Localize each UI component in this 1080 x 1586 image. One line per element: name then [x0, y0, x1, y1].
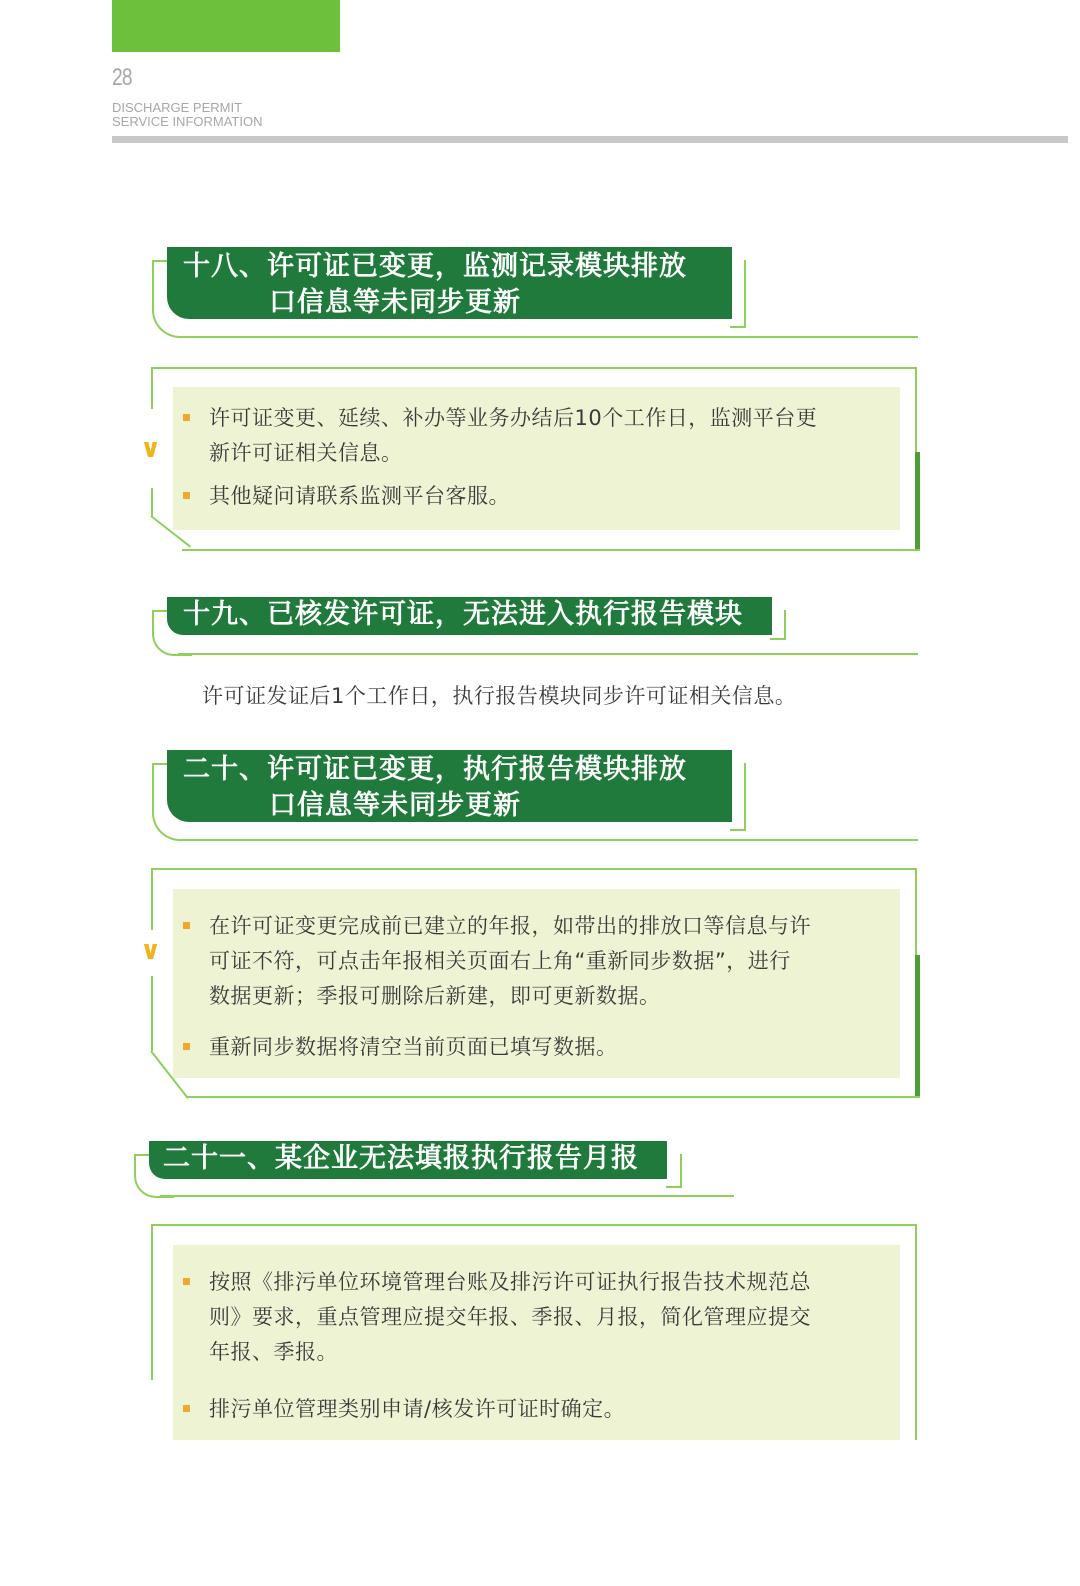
- list-item: 其他疑问请联系监测平台客服。: [173, 479, 882, 514]
- section-18-panel: [173, 387, 900, 530]
- section-18-panel-left-line-lower: [151, 488, 153, 516]
- section-18-panel-bottom: [182, 549, 920, 551]
- section-18-title-frame-right: [730, 260, 746, 328]
- section-20-underline: [180, 839, 918, 841]
- section-21-underline: [160, 1195, 734, 1197]
- section-19-title-frame-right: [770, 610, 786, 640]
- list-item: 重新同步数据将清空当前页面已填写数据。: [173, 1030, 882, 1065]
- chevron-down-icon: ∨: [140, 936, 162, 966]
- square-bullet-icon: [183, 922, 190, 929]
- section-20-title-frame-right: [730, 763, 746, 831]
- section-18-title: [167, 247, 732, 319]
- square-bullet-icon: [183, 414, 190, 421]
- section-20-panel-left-line: [151, 868, 153, 930]
- section-19-title-line1: 十九、已核发许可证，无法进入执行报告模块: [183, 599, 743, 630]
- section-20-title-line2: 口信息等未同步更新: [269, 790, 521, 821]
- list-item: 按照《排污单位环境管理台账及排污许可证执行报告技术规范总 则》要求，重点管理应提交年报、季报、月报，简化管理应提交 年报、季报。: [173, 1265, 882, 1370]
- section-18-panel-left-line: [151, 367, 153, 409]
- list-item: 许可证变更、延续、补办等业务办结后10个工作日，监测平台更 新许可证相关信息。: [173, 401, 882, 471]
- section-20-panel-accent: [915, 955, 920, 1098]
- section-18-underline: [180, 336, 918, 338]
- square-bullet-icon: [183, 1278, 190, 1285]
- list-item: 排污单位管理类别申请/核发许可证时确定。: [173, 1392, 882, 1427]
- section-18-title-line1: 十八、许可证已变更，监测记录模块排放: [183, 251, 687, 282]
- header-subtitle-line1: DISCHARGE PERMIT: [112, 100, 243, 115]
- section-20-bullet-list: [173, 909, 882, 1065]
- square-bullet-icon: [183, 1405, 190, 1412]
- header-subtitle: [112, 101, 262, 129]
- section-20-title: [167, 750, 732, 822]
- section-21-title: [149, 1141, 667, 1179]
- section-18-title-line2: 口信息等未同步更新: [269, 287, 521, 318]
- chevron-down-icon: ∨: [140, 434, 162, 464]
- header-rule: [112, 136, 1068, 143]
- section-20-title-line1: 二十、许可证已变更，执行报告模块排放: [183, 754, 687, 785]
- section-20-panel-left-line-lower: [151, 976, 153, 1051]
- section-19-title: [167, 597, 772, 635]
- page-number: 28: [112, 64, 132, 91]
- section-21-title-frame-right: [666, 1154, 682, 1188]
- section-20-panel-bottom: [186, 1096, 920, 1098]
- section-21-panel-left-line: [151, 1224, 153, 1380]
- header-green-bar: [112, 0, 340, 52]
- section-21-title-line1: 二十一、某企业无法填报执行报告月报: [163, 1143, 639, 1174]
- section-20-panel: [173, 889, 900, 1078]
- square-bullet-icon: [183, 1043, 190, 1050]
- section-18-panel-accent: [915, 452, 920, 551]
- list-item: 在许可证变更完成前已建立的年报，如带出的排放口等信息与许 可证不符，可点击年报相关页面右上角“重新同步数据”，进行 数据更新；季报可删除后新建，即可更新数据。: [173, 909, 882, 1014]
- section-21-bullet-list: [173, 1265, 882, 1427]
- section-18-bullet-list: [173, 401, 882, 514]
- square-bullet-icon: [183, 492, 190, 499]
- section-21-panel: [173, 1245, 900, 1440]
- section-19-underline: [178, 653, 918, 655]
- section-19-text: 许可证发证后1个工作日，执行报告模块同步许可证相关信息。: [202, 684, 797, 708]
- header-subtitle-line2: SERVICE INFORMATION: [112, 114, 263, 129]
